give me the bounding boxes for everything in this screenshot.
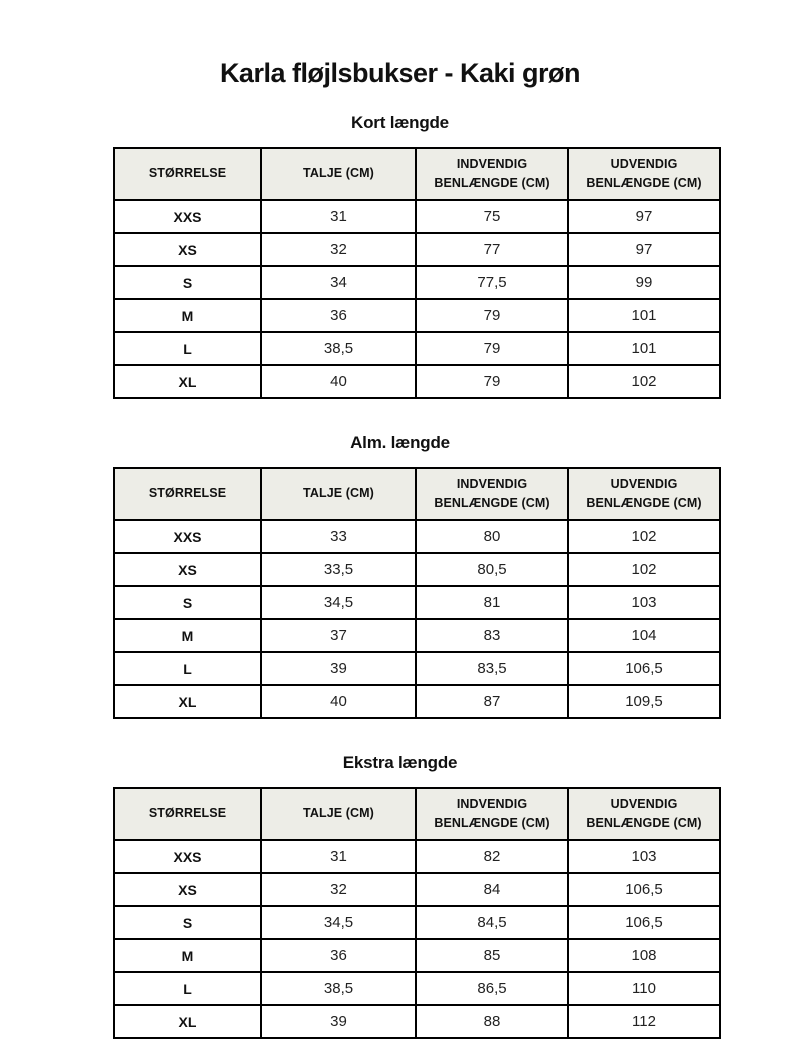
measurement-cell: 87 [416,685,568,718]
column-header: UDVENDIG BENLÆNGDE (CM) [568,788,720,840]
measurement-cell: 99 [568,266,720,299]
section-alm-laengde [0,433,800,719]
section-kort-laengde [0,113,800,399]
measurement-cell: 33 [261,520,416,553]
column-header: TALJE (CM) [261,468,416,520]
table-row [114,233,720,266]
measurement-cell: 80 [416,520,568,553]
size-cell: L [114,332,261,365]
measurement-cell: 82 [416,840,568,873]
table-header [114,148,720,200]
measurement-cell: 31 [261,840,416,873]
column-header: INDVENDIG BENLÆNGDE (CM) [416,788,568,840]
table-row [114,939,720,972]
column-header: INDVENDIG BENLÆNGDE (CM) [416,148,568,200]
size-cell: XL [114,685,261,718]
section-heading: Kort længde [351,113,449,132]
measurement-cell: 103 [568,586,720,619]
table-row [114,299,720,332]
column-header: TALJE (CM) [261,148,416,200]
measurement-cell: 33,5 [261,553,416,586]
size-cell: L [114,972,261,1005]
table-header [114,788,720,840]
size-cell: XL [114,1005,261,1038]
header-row [114,468,720,520]
measurement-cell: 77 [416,233,568,266]
measurement-cell: 77,5 [416,266,568,299]
table-row [114,906,720,939]
measurement-cell: 34,5 [261,586,416,619]
measurement-cell: 103 [568,840,720,873]
column-header: UDVENDIG BENLÆNGDE (CM) [568,148,720,200]
measurement-cell: 84,5 [416,906,568,939]
measurement-cell: 75 [416,200,568,233]
measurement-cell: 79 [416,299,568,332]
table-row [114,1005,720,1038]
measurement-cell: 39 [261,1005,416,1038]
section-ekstra-laengde [0,753,800,1039]
measurement-cell: 37 [261,619,416,652]
measurement-cell: 38,5 [261,972,416,1005]
size-cell: L [114,652,261,685]
measurement-cell: 83,5 [416,652,568,685]
measurement-cell: 32 [261,233,416,266]
table-row [114,619,720,652]
measurement-cell: 80,5 [416,553,568,586]
size-cell: S [114,586,261,619]
page-title: Karla fløjlsbukser - Kaki grøn [219,58,581,88]
measurement-cell: 88 [416,1005,568,1038]
measurement-cell: 110 [568,972,720,1005]
column-header: UDVENDIG BENLÆNGDE (CM) [568,468,720,520]
table-row [114,200,720,233]
measurement-cell: 81 [416,586,568,619]
table-row [114,873,720,906]
measurement-cell: 101 [568,332,720,365]
header-row [114,788,720,840]
measurement-cell: 102 [568,553,720,586]
measurement-cell: 102 [568,520,720,553]
table-body [114,520,720,718]
table-row [114,586,720,619]
size-cell: XXS [114,840,261,873]
measurement-cell: 36 [261,939,416,972]
measurement-cell: 83 [416,619,568,652]
table-row [114,553,720,586]
size-cell: XL [114,365,261,398]
size-cell: M [114,939,261,972]
size-cell: M [114,299,261,332]
table-body [114,200,720,398]
table-row [114,520,720,553]
column-header: STØRRELSE [114,468,261,520]
measurement-cell: 106,5 [568,906,720,939]
size-table-alm [113,467,721,719]
measurement-cell: 97 [568,200,720,233]
measurement-cell: 85 [416,939,568,972]
column-header: STØRRELSE [114,148,261,200]
measurement-cell: 109,5 [568,685,720,718]
measurement-cell: 106,5 [568,873,720,906]
measurement-cell: 40 [261,365,416,398]
measurement-cell: 34,5 [261,906,416,939]
header-row [114,148,720,200]
size-cell: XS [114,873,261,906]
size-table-kort [113,147,721,399]
measurement-cell: 39 [261,652,416,685]
table-row [114,972,720,1005]
measurement-cell: 79 [416,365,568,398]
size-cell: XS [114,553,261,586]
table-row [114,365,720,398]
size-cell: XXS [114,520,261,553]
column-header: INDVENDIG BENLÆNGDE (CM) [416,468,568,520]
measurement-cell: 106,5 [568,652,720,685]
measurement-cell: 38,5 [261,332,416,365]
measurement-cell: 34 [261,266,416,299]
measurement-cell: 86,5 [416,972,568,1005]
measurement-cell: 36 [261,299,416,332]
measurement-cell: 104 [568,619,720,652]
size-cell: XS [114,233,261,266]
section-heading: Ekstra længde [342,753,458,772]
measurement-cell: 101 [568,299,720,332]
size-cell: S [114,266,261,299]
measurement-cell: 32 [261,873,416,906]
table-row [114,652,720,685]
measurement-cell: 108 [568,939,720,972]
measurement-cell: 84 [416,873,568,906]
size-table-ekstra [113,787,721,1039]
size-cell: M [114,619,261,652]
measurement-cell: 40 [261,685,416,718]
size-cell: XXS [114,200,261,233]
measurement-cell: 102 [568,365,720,398]
table-body [114,840,720,1038]
measurement-cell: 79 [416,332,568,365]
table-header [114,468,720,520]
table-row [114,266,720,299]
measurement-cell: 112 [568,1005,720,1038]
table-row [114,840,720,873]
column-header: STØRRELSE [114,788,261,840]
section-heading: Alm. længde [350,433,450,452]
table-row [114,685,720,718]
table-row [114,332,720,365]
column-header: TALJE (CM) [261,788,416,840]
measurement-cell: 31 [261,200,416,233]
measurement-cell: 97 [568,233,720,266]
size-cell: S [114,906,261,939]
